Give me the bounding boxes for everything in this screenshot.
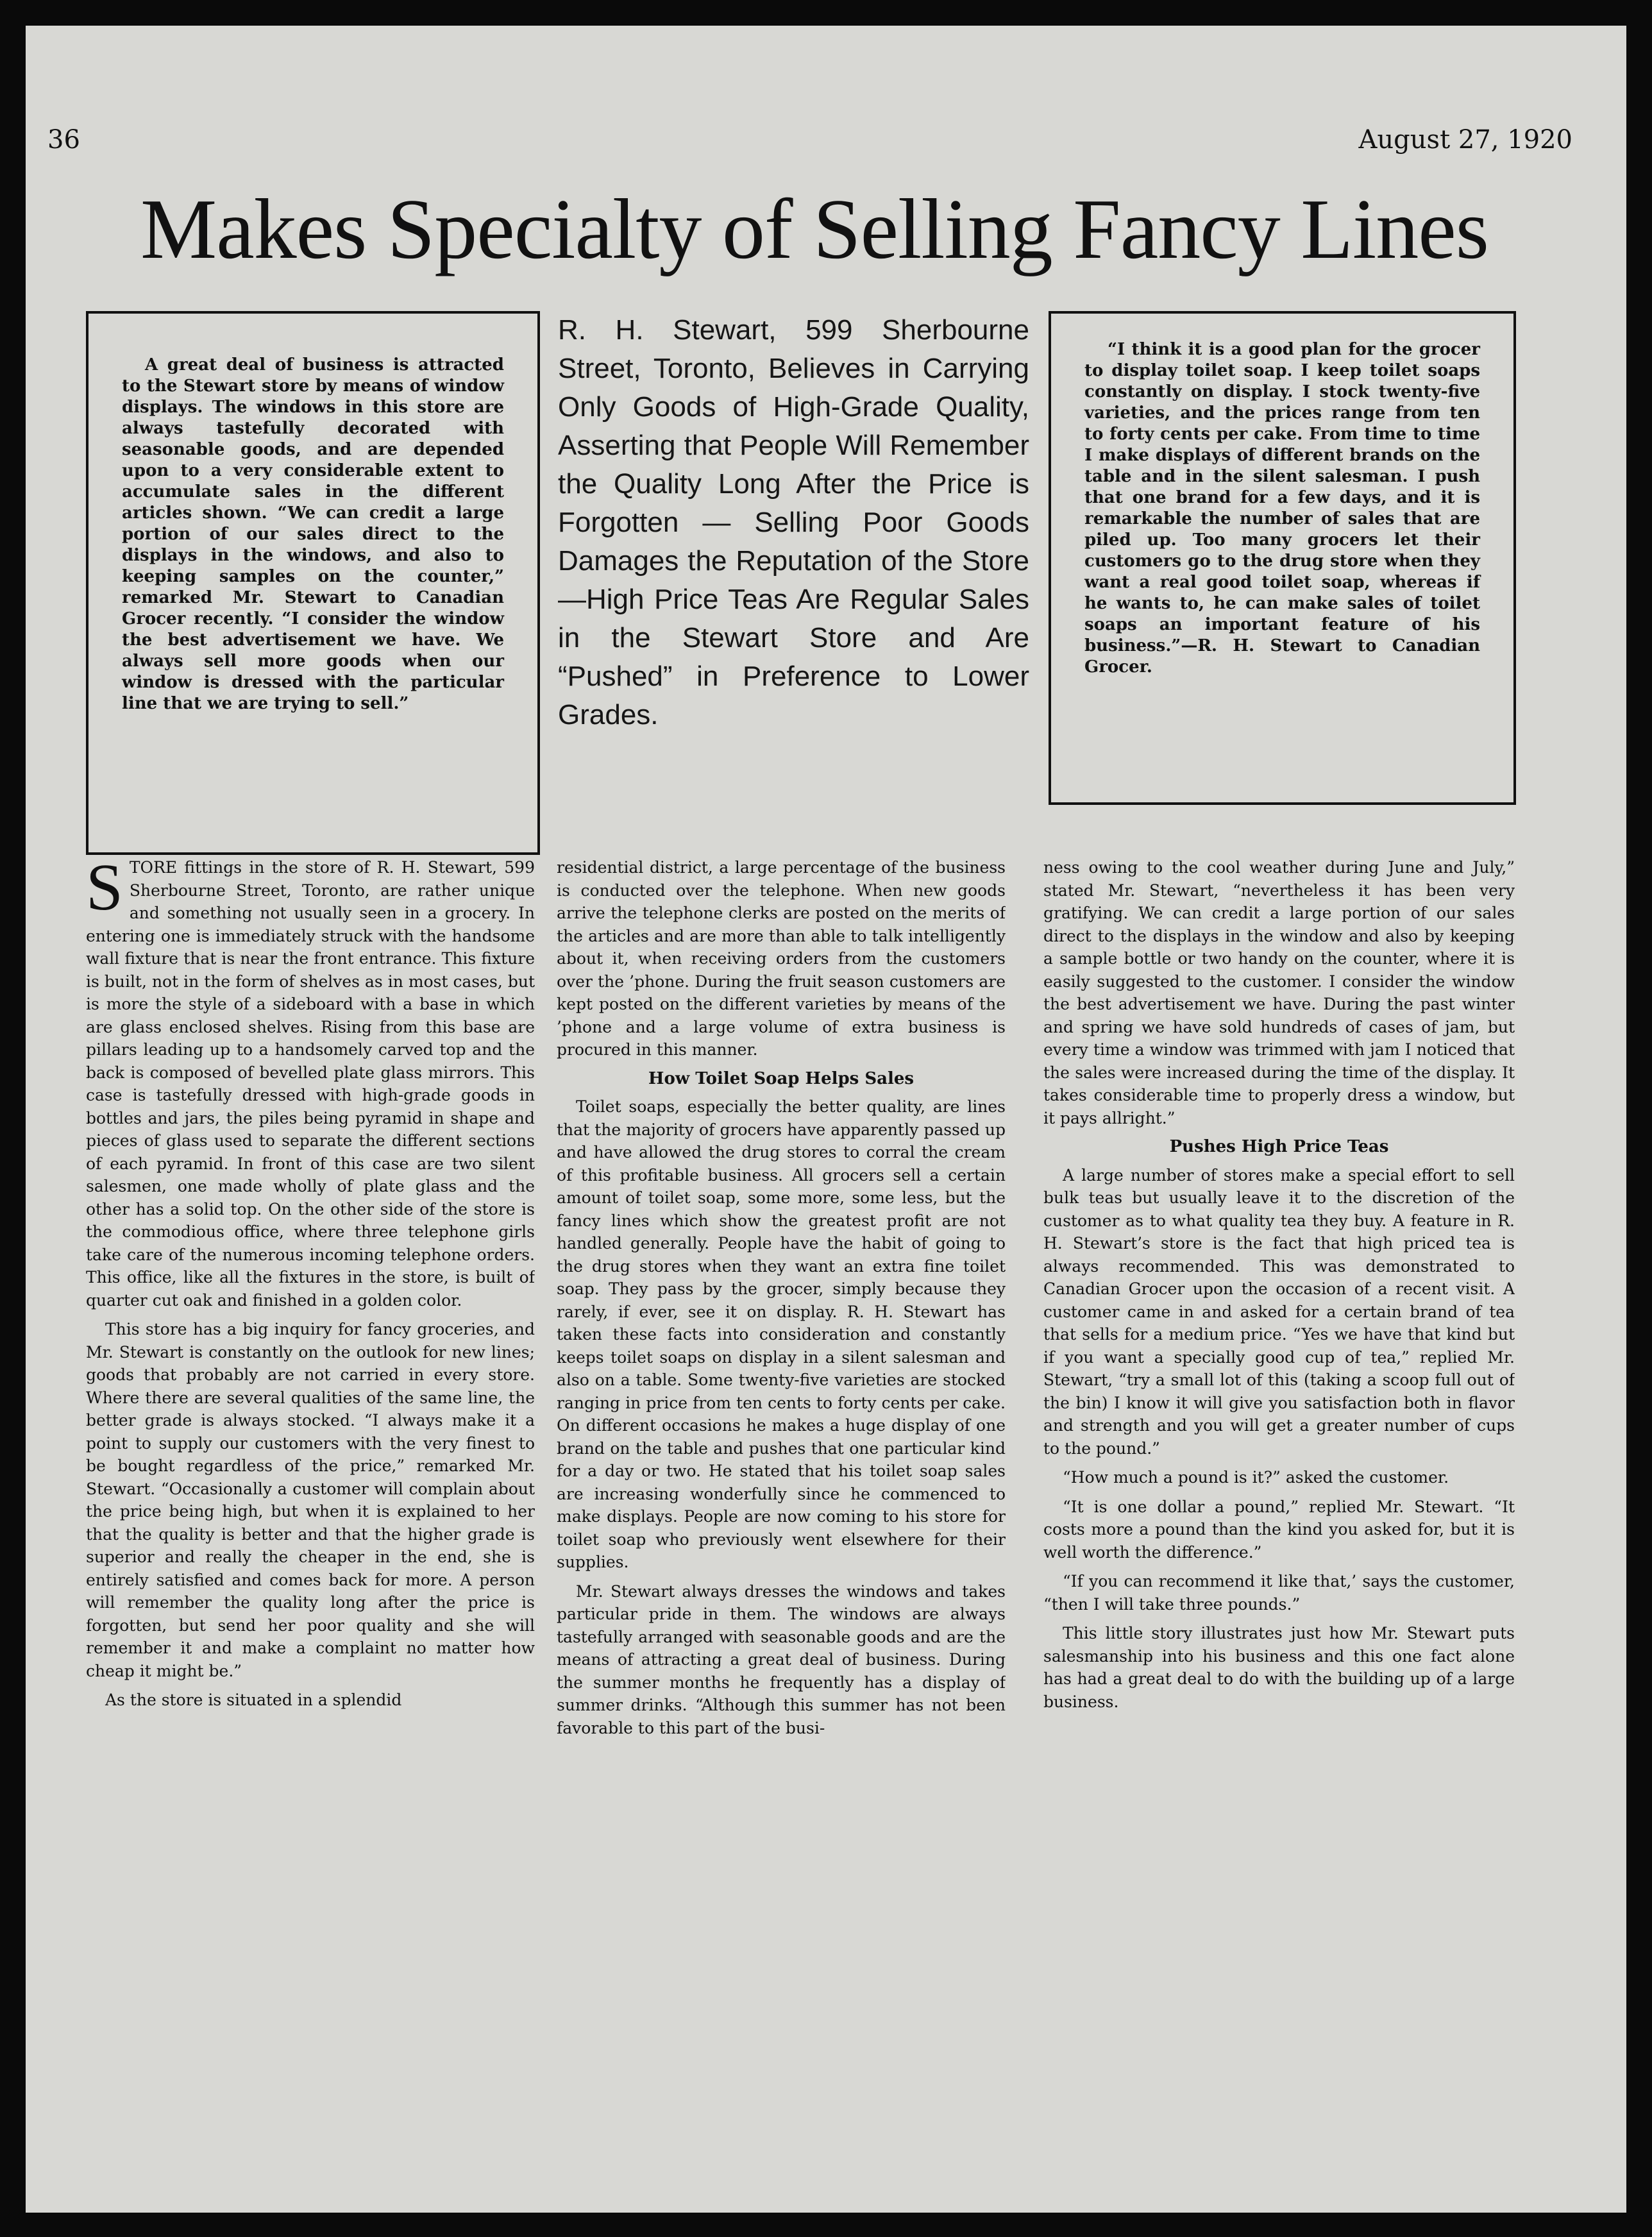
paragraph: This store has a big inquiry for fancy groceries, and Mr. Stewart is constantly on the outlook for new lines; goods that probably are not carried in every store. Where there are several qualities of the same line, the better grade is always stocked. “I always make it a point to supply our customers with the very finest to be bought regardless of the price,” remarked Mr. Stewart. “Occasionally a customer will complain about the price being high, but when it is explained to her that the quality is better and that the higher grade is superior and really the cheaper in the end, she is entirely satisfied and comes back for more. A person will remember the quality long after the price is forgotten, but send her poor quality and she will remember it and make a complaint no matter how cheap it might be.” — [86, 1320, 535, 1680]
article-column-1 — [86, 856, 535, 2177]
paragraph: ness owing to the cool weather during June and July,” stated Mr. Stewart, “nevertheless it has been very gratifying. We can credit a large portion of our sales direct to the displays in the window and also by keeping a sample bottle or two handy on the counter, where it is easily suggested to the customer. I consider the window the best advertisement we have. During the past winter and spring we have sold hundreds of cases of jam, but every time a window was trimmed with jam I noticed that the sales were increased during the time of the display. It takes considerable time to properly dress a window, but it pays allright.” — [1043, 858, 1515, 1127]
pull-quote-box-left — [86, 311, 540, 855]
paragraph: As the store is situated in a splendid — [105, 1691, 402, 1709]
paragraph: “If you can recommend it like that,’ says the customer, “then I will take three pounds.” — [1043, 1572, 1515, 1614]
article-column-2 — [557, 856, 1006, 2177]
article-column-3 — [1043, 856, 1515, 2177]
article-subheading: R. H. Stewart, 599 Sherbourne Street, Toronto, Believes in Carrying Only Goods of High-Grade Quality, Asserting that People Will Remember the Quality Long After the Price is Forgotten — Selling Poor Goods Damages the Reputation of the Store—High Price Teas Are Regular Sales in the Stewart Store and Are “Pushed” in Preference to Lower Grades. — [558, 314, 1029, 730]
paragraph: STORE fittings in the store of R. H. Stewart, 599 Sherbourne Street, Toronto, are rather unique and something not usually seen in a grocery. In entering one is immediately struck with the handsome wall fixture that is near the front entrance. This fixture is built, not in the form of shelves as in most cases, but is more the style of a sideboard with a base in which are glass enclosed shelves. Rising from this base are pillars leading up to a handsomely carved top and the back is composed of bevelled plate glass mirrors. This case is tastefully dressed with high-grade goods in bottles and jars, the piles being pyramid in shape and pieces of glass used to separate the different sections of each pyramid. In front of this case are two silent salesmen, one made wholly of plate glass and the other has a solid top. On the other side of the store is the commodious office, where three telephone girls take care of the numerous incoming telephone orders. This office, like all the fixtures in the store, is built of quarter cut oak and finished in a golden color. — [86, 856, 535, 1310]
paragraph: “It is one dollar a pound,” replied Mr. Stewart. “It costs more a pound than the kind you asked for, but it is well worth the difference.” — [1043, 1497, 1515, 1562]
paragraph: Toilet soaps, especially the better quality, are lines that the majority of grocers have apparently passed up and have allowed the drug stores to corral the cream of this profitable business. All grocers sell a certain amount of toilet soap, some more, some less, but the fancy lines which show the greatest profit are not handled generally. People have the habit of going to the drug stores when they want an extra fine toilet soap. They pass by the grocer, simply because they rarely, if ever, see it on display. R. H. Stewart has taken these facts into consideration and constantly keeps toilet soaps on display in a silent salesman and also on a table. Some twenty-five varieties are stocked ranging in price from ten cents to forty cents per cake. On different occasions he makes a huge display of one brand on the table and pushes that one particular kind for a day or two. He stated that his toilet soap sales are increasing wonderfully since he commenced to make displays. People are now coming to his store for toilet soap who previously went elsewhere for their supplies. — [557, 1097, 1006, 1571]
pull-quote-right-text: “I think it is a good plan for the grocer to display toilet soap. I keep toilet soaps constantly on display. I stock twenty-five varieties, and the prices range from ten to forty cents per cake. From time to time I make displays of different brands on the table and in the silent salesman. I push that one brand for a few days, and it is remarkable the number of sales that are piled up. Too many grocers let their customers go to the drug store when they want a real good toilet soap, whereas if he wants to, he can make sales of toilet soaps an important feature of his business.”—R. H. Stewart to Canadian Grocer. — [1084, 340, 1480, 677]
section-heading-toilet-soap: How Toilet Soap Helps Sales — [648, 1068, 914, 1088]
magazine-page — [26, 26, 1626, 2213]
paragraph: A large number of stores make a special effort to sell bulk teas but usually leave it to the discretion of the customer as to what quality tea they buy. A feature in R. H. Stewart’s store is the fact that high priced tea is always recommended. This was demonstrated to Canadian Grocer upon the occasion of a recent visit. A customer came in and asked for a certain brand of tea that sells for a medium price. “Yes we have that kind but if you want a specially good cup of tea,” replied Mr. Stewart, “try a small lot of this (taking a scoop full out of the bin) I know it will give you satisfaction both in flavor and strength and you will get a greater number of cups to the pound.” — [1043, 1165, 1515, 1458]
paragraph: Mr. Stewart always dresses the windows and takes particular pride in them. The windows are always tastefully arranged with seasonable goods and are the means of attracting a great deal of business. During the summer months he frequently has a display of summer drinks. “Although this summer has not been favorable to this part of the busi- — [557, 1582, 1006, 1737]
issue-date: August 27, 1920 — [1358, 125, 1572, 155]
section-heading-teas: Pushes High Price Teas — [1169, 1137, 1389, 1156]
paragraph: This little story illustrates just how Mr. Stewart puts salesmanship into his business and this one fact alone has had a great deal to do with the building up of a large business. — [1043, 1624, 1515, 1711]
pull-quote-box-right — [1049, 311, 1516, 805]
drop-cap: S — [86, 856, 123, 924]
paragraph: residential district, a large percentage of the business is conducted over the telephone. When new goods arrive the telephone clerks are posted on the merits of the articles and are more than able to talk intelligently about it, when receiving orders from the customers over the ’phone. During the fruit season customers are kept posted on the different varieties by means of the ’phone and a large volume of extra business is procured in this manner. — [557, 858, 1006, 1059]
article-title: Makes Specialty of Selling Fancy Lines — [140, 181, 1488, 276]
paragraph: “How much a pound is it?” asked the customer. — [1063, 1468, 1449, 1487]
page-number: 36 — [47, 125, 80, 155]
pull-quote-left-text: A great deal of business is attracted to the Stewart store by means of window displays. The windows in this store are always tastefully decorated with seasonable goods, and are depended upon to a very considerable extent to accumulate sales in the different articles shown. “We can credit a large portion of our sales direct to the displays in the windows, and also to keeping samples on the counter,” remarked Mr. Stewart to Canadian Grocer recently. “I consider the window the best advertisement we have. We always sell more goods when our window is dressed with the particular line that we are trying to sell.” — [122, 355, 504, 713]
